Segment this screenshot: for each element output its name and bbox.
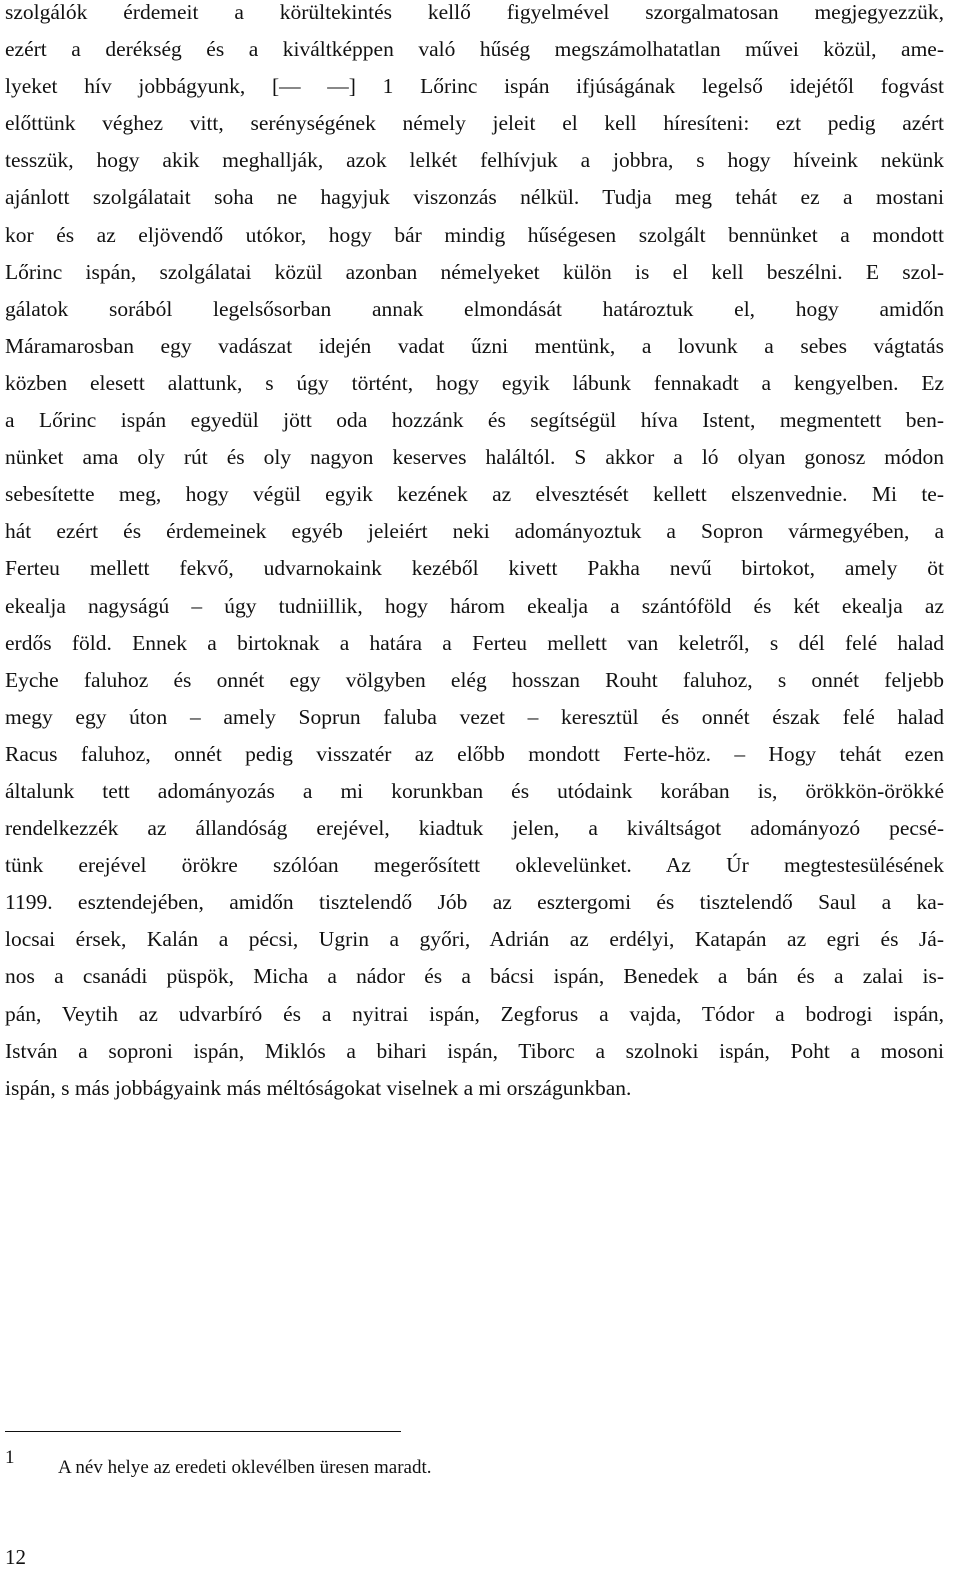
text-line: tünk erejével örökre szólóan megerősített oklevelünket. Az Úr megtestesülésének <box>5 853 944 878</box>
text-line: Eyche faluhoz és onnét egy völgyben elég hosszan Rouht faluhoz, s onnét feljebb <box>5 667 944 692</box>
text-line: szolgálók érdemeit a körültekintés kellő figyelmével szorgalmatosan megjegyezzük, <box>5 0 944 24</box>
text-line: István a soproni ispán, Miklós a bihari ispán, Tiborc a szolnoki ispán, Poht a mosoni <box>5 1038 944 1063</box>
text-line: nünket ama oly rút és oly nagyon keserves haláltól. S akkor a ló olyan gonosz módon <box>5 445 944 470</box>
text-line: Lőrinc ispán, szolgálatai közül azonban némelyeket külön is el kell beszélni. E szol- <box>5 259 944 284</box>
text-line: kor és az eljövendő utókor, hogy bár mindig hűségesen szolgált bennünket a mondott <box>5 222 944 247</box>
body-text <box>5 0 944 1107</box>
text-line: tesszük, hogy akik meghallják, azok lelkét felhívjuk a jobbra, s hogy híveink nekünk <box>5 148 944 173</box>
text-line: nos a csanádi püspök, Micha a nádor és a bácsi ispán, Benedek a bán és a zalai is- <box>5 964 944 989</box>
text-line: erdős föld. Ennek a birtoknak a határa a Ferteu mellett van keletről, s dél felé halad <box>5 630 944 655</box>
footnote-number: 1 <box>5 1447 15 1468</box>
text-line: sebesítette meg, hogy végül egyik kezének az elvesztését kellett elszenvednie. Mi te- <box>5 482 944 507</box>
text-line: közben elesett alattunk, s úgy történt, hogy egyik lábunk fennakadt a kengyelben. Ez <box>5 370 944 395</box>
text-line: rendelkezzék az állandóság erejével, kiadtuk jelen, a kiváltságot adományozó pecsé- <box>5 816 944 841</box>
text-line: ekealja nagyságú – úgy tudniillik, hogy három ekealja a szántóföld és két ekealja az <box>5 593 944 618</box>
text-line: locsai érsek, Kalán a pécsi, Ugrin a győri, Adrián az erdélyi, Katapán az egri és Já- <box>5 927 944 952</box>
text-line: ispán, s más jobbágyaink más méltóságokat viselnek a mi országunkban. <box>5 1075 632 1100</box>
text-line: ajánlott szolgálatait soha ne hagyjuk viszonzás nélkül. Tudja meg tehát ez a mostani <box>5 185 944 210</box>
text-line: Máramarosban egy vadászat idején vadat űzni mentünk, a lovunk a sebes vágtatás <box>5 333 944 358</box>
footnote-text: A név helye az eredeti oklevélben üresen maradt. <box>58 1457 432 1478</box>
text-line: Racus faluhoz, onnét pedig visszatér az előbb mondott Ferte-höz. – Hogy tehát ezen <box>5 741 944 766</box>
text-line: 1199. esztendejében, amidőn tisztelendő Jób az esztergomi és tisztelendő Saul a ka- <box>5 890 944 915</box>
text-line: pán, Veytih az udvarbíró és a nyitrai ispán, Zegforus a vajda, Tódor a bodrogi ispán, <box>5 1001 944 1026</box>
text-line: a Lőrinc ispán egyedül jött oda hozzánk és segítségül híva Istent, megmentett ben- <box>5 408 944 433</box>
text-line: lyeket hív jobbágyunk, [— —] 1 Lőrinc ispán ifjúságának legelső idejétől fogvást <box>5 74 944 99</box>
text-line: Ferteu mellett fekvő, udvarnokaink kezéből kivett Pakha nevű birtokot, amely öt <box>5 556 944 581</box>
text-line: általunk tett adományozás a mi korunkban és utódaink korában is, örökkön-örökké <box>5 778 944 803</box>
text-line: előttünk véghez vitt, serénységének némely jeleit el kell híresíteni: ezt pedig azért <box>5 111 944 136</box>
text-line: megy egy úton – amely Soprun faluba vezet – keresztül és onnét észak felé halad <box>5 704 944 729</box>
text-line: ezért a derékség és a kiváltképpen való hűség megszámolhatatlan művei közül, ame- <box>5 37 944 62</box>
text-line: hát ezért és érdemeinek egyéb jeleiért neki adományoztuk a Sopron vármegyében, a <box>5 519 944 544</box>
page-number: 12 <box>5 1545 26 1569</box>
footnote-separator <box>5 1431 401 1432</box>
text-line: gálatok sorából legelsősorban annak elmondását határoztuk el, hogy amidőn <box>5 296 944 321</box>
